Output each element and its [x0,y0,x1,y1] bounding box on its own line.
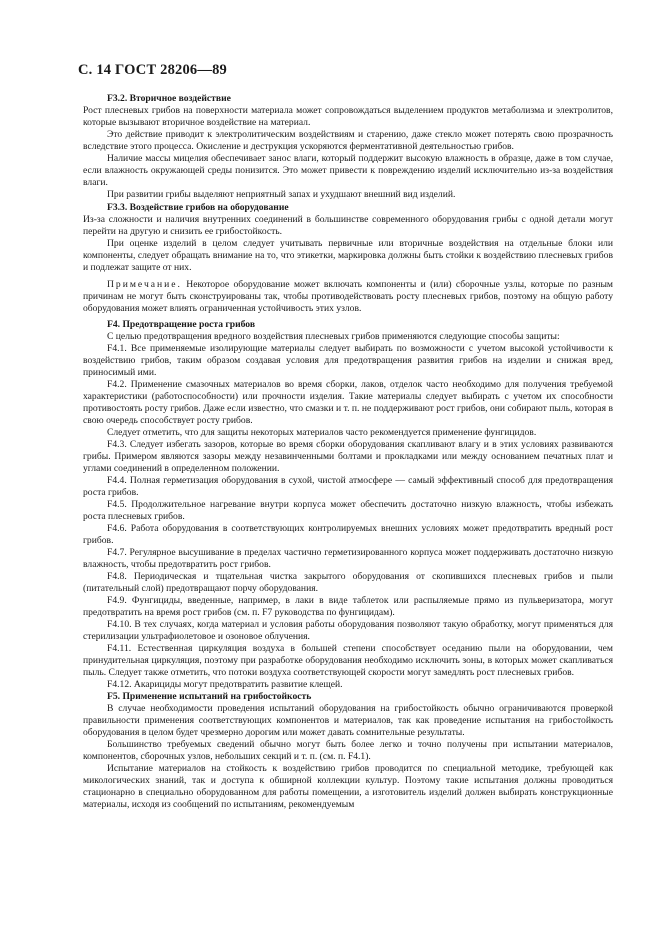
section-heading-f3-3: F3.3. Воздействие грибов на оборудование [107,202,289,213]
paragraph-f4-8: F4.8. Периодическая и тщательная чистка закрытого оборудования от скопившихся плесневых грибов и пыли (питательный слой) предотвращают порчу оборудования. [83,571,613,594]
paragraph: Следует отметить, что для защиты некоторых материалов часто рекомендуется применение фунгицидов. [107,427,537,438]
page-header: С. 14 ГОСТ 28206—89 [78,62,227,78]
note-text: Некоторое оборудование может включать компоненты и (или) сборочные узлы, которые по разным причинам не могут быть сконструированы так, чтобы противодействовать росту плесневых грибов, поэтому на общую работу оборудования может влиять ограниченная устойчивость этих узлов. [83,279,613,314]
document-body [83,93,613,811]
paragraph: Испытание материалов на стойкость к воздействию грибов проводится по специальной методике, требующей как микологических знаний, так и доступа к обширной коллекции культур. Поэтому такие испытания должны проводиться стационарно в специально оборудованном для работы помещении, а изготовитель изделий должен выбирать конструкционные материалы, исходя из сообщений по испытаниям, рекомендуемым [83,763,613,810]
paragraph: При оценке изделий в целом следует учитывать первичные или вторичные воздействия на отдельные блоки или компоненты, следует обращать внимание на то, что этикетки, маркировка должны быть стойки к воздействию плесневых грибов и подлежат защите от них. [83,238,613,273]
section-heading-f4: F4. Предотвращение роста грибов [107,319,256,330]
paragraph-f4-12: F4.12. Акарициды могут предотвратить развитие клещей. [107,679,343,690]
paragraph: С целью предотвращения вредного воздействия плесневых грибов применяются следующие способы защиты: [107,331,560,342]
note-label: Примечание. [107,279,182,290]
note-paragraph [83,279,613,315]
paragraph: Это действие приводит к электролитическим воздействиям и старению, даже стекло может потерять свою прозрачность вследствие этого процесса. Окисление и деструкция ускоряются ферментативной деятельностью грибов. [83,129,613,152]
paragraph: При развитии грибы выделяют неприятный запах и ухудшают внешний вид изделий. [107,189,456,200]
paragraph: В случае необходимости проведения испытаний оборудования на грибостойкость обычно ограничиваются проверкой правильности применения соответствующих компонентов и материалов, так как проведение испытания на грибостойкость оборудования в целом будет чрезмерно дорогим или может давать сомнительные результаты. [83,703,613,738]
paragraph: Наличие массы мицелия обеспечивает занос влаги, который поддержит высокую влажность в образце, даже в том случае, если влажность окружающей среды понизится. Это может привести к повреждению изделий исключительно из-за воздействия влаги. [83,153,613,188]
paragraph-f4-7: F4.7. Регулярное высушивание в пределах частично герметизированного корпуса может поддерживать достаточно низкую влажность, чтобы предотвратить рост грибов. [83,547,613,570]
paragraph: Рост плесневых грибов на поверхности материала может сопровождаться выделением продуктов метаболизма и электролитов, которые вызывают вторичное воздействие на материал. [83,105,613,128]
paragraph-f4-1: F4.1. Все применяемые изолирующие материалы следует выбирать по возможности с учетом высокой устойчивости к воздействию грибов, таким образом создавая условия для предотвращения развития грибов на изделии и снижая вред, приносимый ими. [83,343,613,378]
paragraph-f4-6: F4.6. Работа оборудования в соответствующих контролируемых внешних условиях может предотвратить вредный рост грибов. [83,523,613,546]
section-heading-f3-2: F3.2. Вторичное воздействие [107,93,231,104]
paragraph: Из-за сложности и наличия внутренних соединений в большинстве современного оборудования грибы с одной детали могут перейти на другую и снизить ее грибостойкость. [83,214,613,237]
paragraph-f4-5: F4.5. Продолжительное нагревание внутри корпуса может обеспечить достаточно низкую влажность, чтобы избежать роста плесневых грибов. [83,499,613,522]
paragraph-f4-4: F4.4. Полная герметизация оборудования в сухой, чистой атмосфере — самый эффективный способ для предотвращения роста грибов. [83,475,613,498]
paragraph: Большинство требуемых сведений обычно могут быть более легко и точно получены при испытании материалов, компонентов, сборочных узлов, небольших секций и т. п. (см. п. F4.1). [83,739,613,762]
paragraph-f4-11: F4.11. Естественная циркуляция воздуха в большей степени способствует оседанию пыли на оборудовании, чем принудительная циркуляция, поэтому при разработке оборудования необходимо исключить зоны, в которых может скапливаться пыль. Следует также отметить, что потоки воздуха соответствующей скорости могут замедлять рост плесневых грибов. [83,643,613,678]
paragraph-f4-9: F4.9. Фунгициды, введенные, например, в лаки в виде таблеток или распыляемые прямо из пульверизатора, могут предотвратить на время рост грибов (см. п. F7 руководства по фунгицидам). [83,595,613,618]
paragraph-f4-2: F4.2. Применение смазочных материалов во время сборки, лаков, отделок часто необходимо для получения требуемой характеристики (работоспособности) или прочности изделия. Такие материалы следует выбирать с учетом их способности противостоять росту грибов. Даже если известно, что смазки и т. п. не поддерживают рост грибов, они собирают пыль, которая в свою очередь способствует росту грибов. [83,379,613,426]
paragraph-f4-10: F4.10. В тех случаях, когда материал и условия работы оборудования позволяют такую обработку, могут применяться для стерилизации ультрафиолетовое и озоновое облучения. [83,619,613,642]
section-heading-f5: F5. Применение испытаний на грибостойкость [107,691,312,702]
paragraph-f4-3: F4.3. Следует избегать зазоров, которые во время сборки оборудования скапливают влагу и в этих условиях развиваются грибы. Примером являются зазоры между незавинченными болтами и прокладками или между основанием печатных плат и углами соединений в определенном положении. [83,439,613,474]
